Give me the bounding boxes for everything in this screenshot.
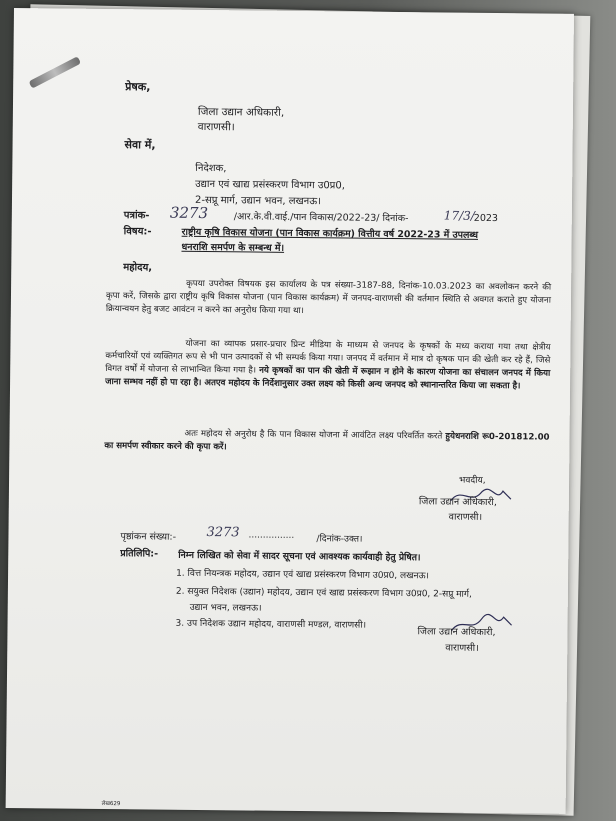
footer-code: लेख629 xyxy=(101,800,121,808)
sender-designation: जिला उद्यान अधिकारी, xyxy=(197,105,285,119)
ref-label: पत्रांक- xyxy=(123,210,150,222)
sender-label: प्रेषक, xyxy=(125,80,151,94)
paragraph-2 xyxy=(105,337,551,394)
sign-1-city: वाराणसी। xyxy=(448,511,483,523)
copy-item-3 xyxy=(176,616,367,631)
ref-year: 2023 xyxy=(473,212,499,225)
recipient-address: 2-सप्रू मार्ग, उद्यान भवन, लखनऊ। xyxy=(194,194,321,208)
recipient-designation: निदेशक, xyxy=(195,162,227,175)
ref-text: /आर.के.वी.वाई./पान विकास/2022-23/ दिनांक- xyxy=(233,211,409,225)
copy-item-text: उप निदेशक उद्यान महोदय, वाराणसी मण्डल, वाराणसी। xyxy=(186,618,367,631)
recipient-dept: उद्यान एवं खाद्य प्रसंस्करण विभाग उ0प्र0, xyxy=(195,178,346,192)
copy-item-num: 1. xyxy=(176,568,185,579)
copy-item-2 xyxy=(176,584,472,600)
to-label: सेवा में, xyxy=(124,138,156,152)
copy-item-text: सयुक्त निदेशक (उद्यान) महोदय, उद्यान एवं खाद्य प्रसंस्करण विभाग उ0प्र0, 2-सप्रू मार्ग, xyxy=(187,586,472,600)
paragraph-3-normal: अतः महोदय से अनुरोध है कि पान विकास योजना में आवंटित लक्ष्य परिवर्तित करते xyxy=(184,428,443,442)
sign-2-designation: जिला उद्यान अधिकारी, xyxy=(417,626,496,639)
copy-item-num: 2. xyxy=(175,586,185,597)
closing: भवदीय, xyxy=(459,475,486,486)
copy-label: प्रतिलिपि:- xyxy=(120,548,159,560)
subject-line-1: राष्ट्रीय कृषि विकास योजना (पान विकास कार्यक्रम) वित्तीय वर्ष 2022-23 में उपलब्ध xyxy=(181,226,479,241)
ref-number-handwritten: 3273 xyxy=(169,203,209,223)
copy-item-num: 3. xyxy=(175,618,185,629)
subject-line-2: धनराशि समर्पण के सम्बन्ध में। xyxy=(181,241,285,254)
subject-label: विषय:- xyxy=(123,226,152,238)
letter-page xyxy=(6,8,574,814)
paragraph-3 xyxy=(104,427,549,458)
copy-intro: निम्न लिखित को सेवा में सादर सूचना एवं आवश्यक कार्यवाही हेतु प्रेषित। xyxy=(178,549,421,564)
copy-item-text: वित्त नियन्त्रक महोदय, उद्यान एवं खाद्य प्रसंस्करण विभाग उ0प्र0, लखनऊ। xyxy=(187,568,430,582)
sign-2-city: वाराणसी। xyxy=(445,642,479,654)
endorse-dots: ................ xyxy=(248,530,295,541)
sender-city: वाराणसी। xyxy=(197,120,235,134)
sign-1-designation: जिला उद्यान अधिकारी, xyxy=(418,496,497,509)
paper-clip-icon xyxy=(29,56,82,88)
copy-item-1 xyxy=(176,566,429,582)
endorse-label: पृष्ठांकन संख्या:- xyxy=(120,531,177,543)
paragraph-1: कृपया उपरोक्त विषयक इस कार्यालय के पत्र संख्या-3187-88, दिनांक-10.03.2023 का अवलोकन करने की कृपा करें, जिसके द्वारा राष्ट्रीय कृषि विकास योजना (पान विकास कार्यक्रम) में जनपद-वाराणसी की वर्तमान स्थिति से अवगत कराते हुए योजना क्रियान्वयन हेतु बजट आवंटन न करने का अनुरोध किया गया था। xyxy=(105,278,552,317)
paragraph-3-bold: हुयेधनराशि रू0-201812.00 का समर्पण स्वीकार करने की कृपा करें। xyxy=(104,431,550,453)
salutation: महोदय, xyxy=(123,262,153,274)
endorse-number-handwritten: 3273 xyxy=(206,525,240,541)
endorse-date: /दिनांक-उक्त। xyxy=(316,534,363,545)
paragraph-2-bold: नये कृषकों का पान की खेती में रूझान न होने के कारण योजना का संचालन जनपद में किया जाना सम्भव नहीं हो पा रहा है। अतएव महोदय के निर्देशानुसार उक्त लक्ष्य को किसी अन्य जनपद को स्थानान्तरित किया जा सकता है। xyxy=(105,365,551,392)
copy-item-2-cont: उद्यान भवन, लखनऊ। xyxy=(189,602,262,614)
paragraph-2-normal: योजना का व्यापक प्रसार-प्रचार प्रिन्ट मीडिया के माध्यम से जनपद के कृषकों के मध्य कराया गया तथा क्षेत्रीय कर्मचारियों एवं व्यक्तिगत रूप से भी पान उत्पादकों से भी सम्पर्क किया गया। जनपद में वर्तमान में मात्र दो कृषक पान की खेती कर रहे हैं, जिसे विगत वर्षों में योजना से लाभान्वित किया गया है। xyxy=(105,338,551,376)
ref-date-handwritten: 17/3/ xyxy=(443,208,475,223)
